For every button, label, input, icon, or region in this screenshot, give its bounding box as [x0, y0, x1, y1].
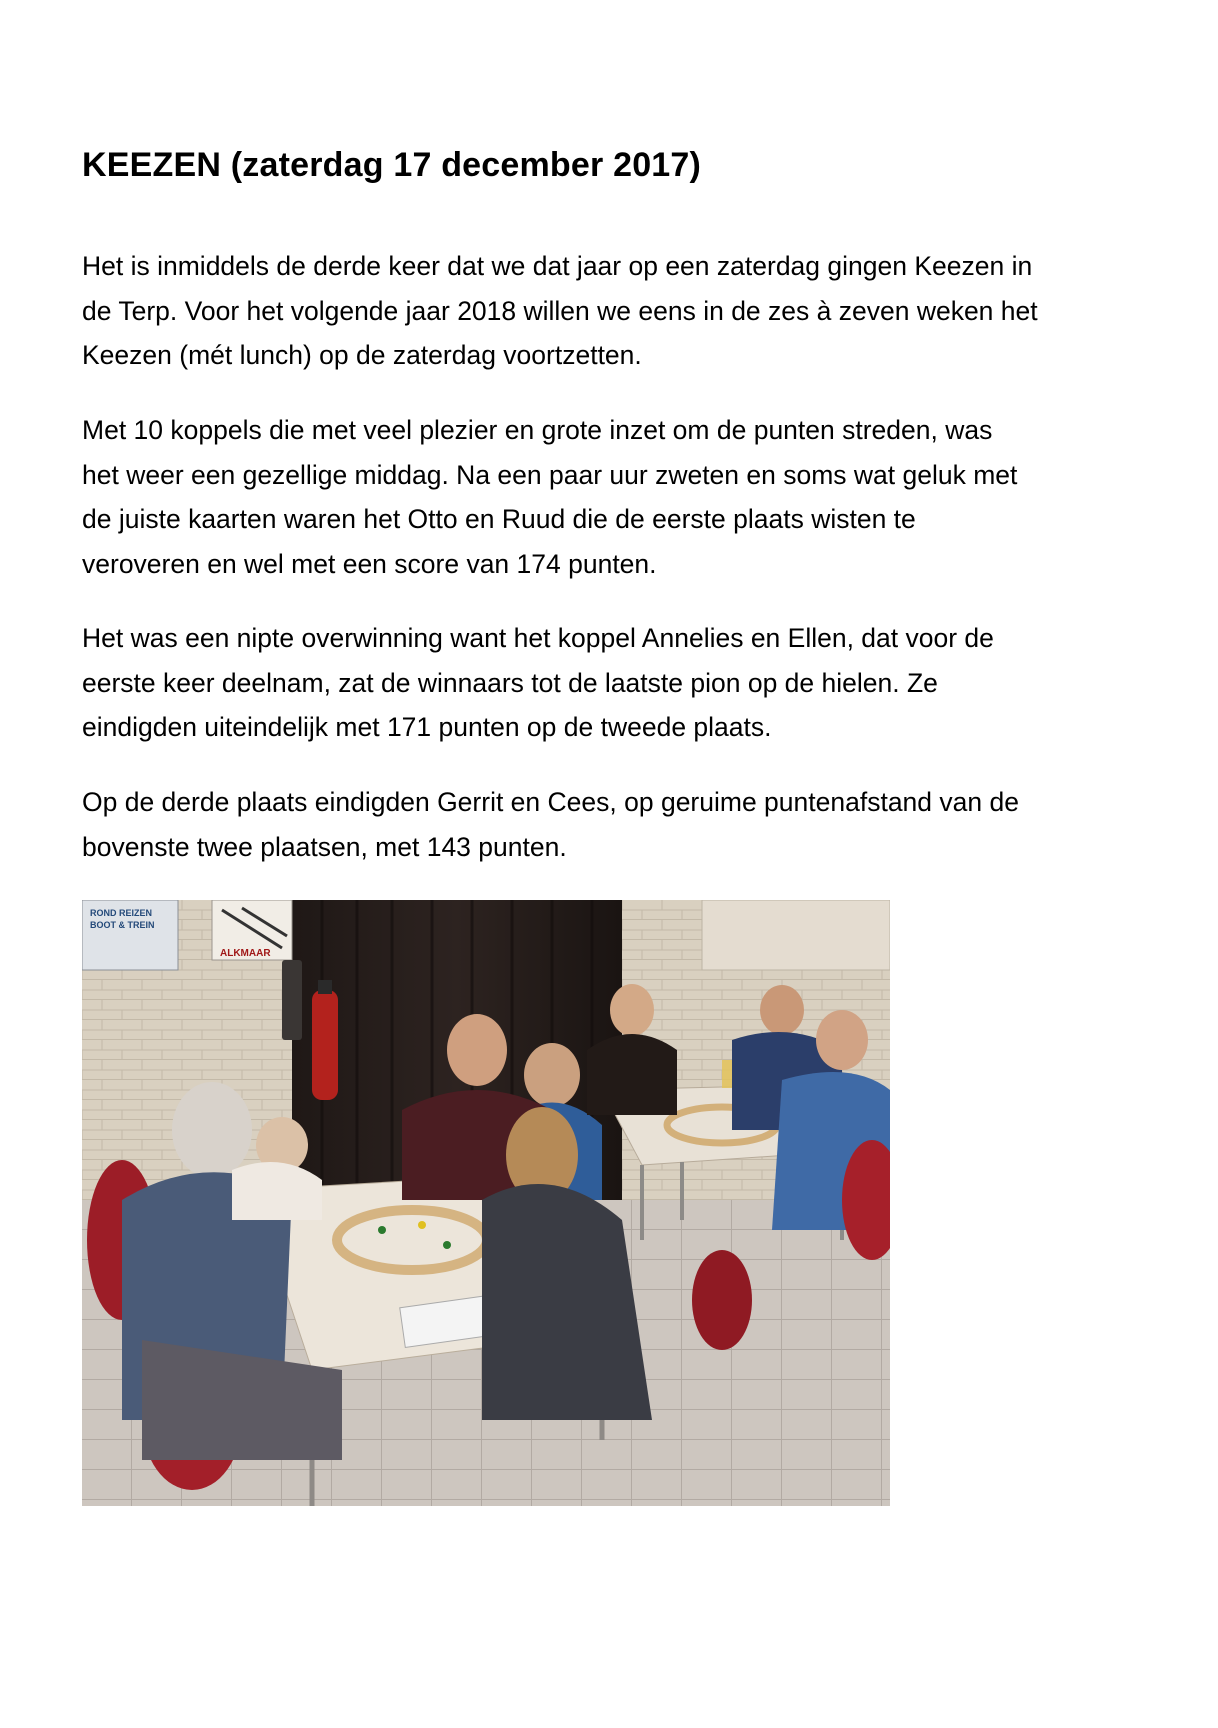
event-photo	[82, 900, 890, 1506]
paragraph-3	[82, 616, 1142, 750]
paragraph-1	[82, 244, 1142, 378]
paragraph-line: Het is inmiddels de derde keer dat we dat jaar op een zaterdag gingen Keezen in	[82, 251, 1033, 281]
paragraph-line: veroveren en wel met een score van 174 punten.	[82, 548, 657, 579]
poster-text-line-1: ROND REIZEN	[90, 908, 153, 918]
event-photo-illustration	[82, 900, 890, 1506]
paragraph-line: Met 10 koppels die met veel plezier en grote inzet om de punten streden, was	[82, 415, 993, 445]
paragraph-line: bovenste twee plaatsen, met 143 punten.	[82, 831, 567, 862]
paragraph-line: Keezen (mét lunch) op de zaterdag voortzetten.	[82, 340, 642, 370]
poster-text-line-2: BOOT & TREIN	[90, 920, 155, 930]
paragraph-line: eerste keer deelnam, zat de winnaars tot de laatste pion op de hielen. Ze	[82, 667, 938, 698]
sign-text: ALKMAAR	[220, 948, 271, 959]
fire-extinguisher	[312, 990, 338, 1100]
paragraph-2	[82, 408, 1142, 586]
paragraph-line: de Terp. Voor het volgende jaar 2018 willen we eens in de zes à zeven weken het	[82, 295, 1038, 326]
paragraph-line: Op de derde plaats eindigden Gerrit en Cees, op geruime puntenafstand van de	[82, 787, 1019, 817]
paragraph-line: de juiste kaarten waren het Otto en Ruud die de eerste plaats wisten te	[82, 504, 916, 534]
page-title: KEEZEN (zaterdag 17 december 2017)	[82, 146, 702, 184]
paragraph-line: het weer een gezellige middag. Na een paar uur zweten en soms wat geluk met	[82, 459, 1018, 490]
extinguisher-cabinet	[282, 960, 302, 1040]
paragraph-4	[82, 780, 1142, 869]
paragraph-line: eindigden uiteindelijk met 171 punten op de tweede plaats.	[82, 712, 772, 742]
paragraph-line: Het was een nipte overwinning want het koppel Annelies en Ellen, dat voor de	[82, 623, 994, 653]
